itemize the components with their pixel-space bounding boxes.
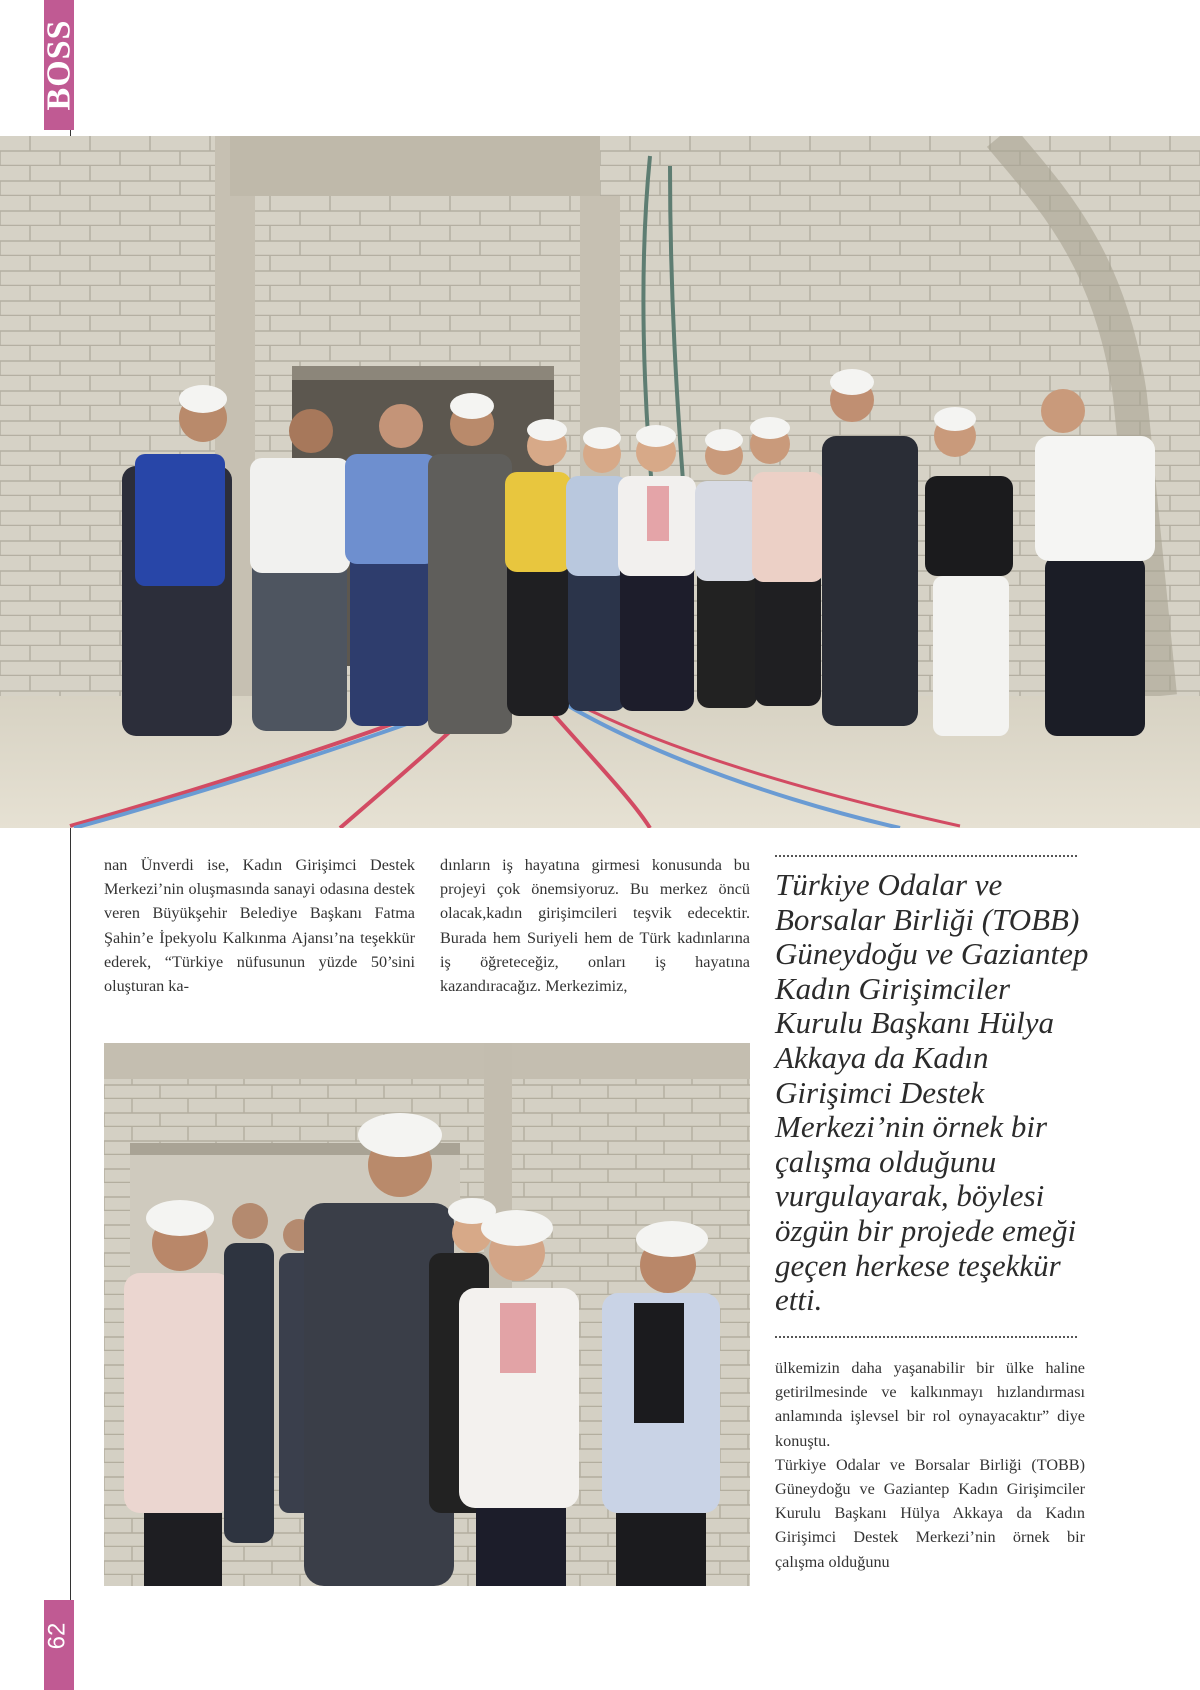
article-column-2: dınların iş hayatına girmesi konusunda bu projeyi çok önemsiyoruz. Bu merkez öncü olacak,kadın girişimcileri teşvik edecektir. Burada hem Suriyeli hem de Türk kadınlarına iş öğreteceğiz, onları iş hayatına kazandıracağız. Merkezimiz, [440, 856, 750, 996]
page-number: 62 [42, 1622, 70, 1650]
article-column-3: ülkemizin daha yaşanabilir bir ülke haline getirilmesinde ve kalkınmayı hızlandırması anlamında işlevsel bir rol oynayacaktır” diye konuştu. Türkiye Odalar ve Borsalar Birliği (TOBB) Güneydoğu ve Gaziantep Kadın Girişimciler Kurulu Başkanı Hülya Akkaya da Kadın Girişimci Destek Merkezi’nin örnek bir çalışma olduğunu [775, 1359, 1085, 1571]
quote-rule-bottom [775, 1336, 1077, 1338]
quote-rule-top [775, 855, 1077, 857]
group-photo [0, 136, 1200, 828]
conversation-photo [104, 1043, 750, 1586]
article-column-1: nan Ünverdi ise, Kadın Girişimci Destek Merkezi’nin oluşmasında sanayi odasına destek veren Büyükşehir Belediye Başkanı Fatma Şahin’e İpekyolu Kalkınma Ajansı’na teşekkür ederek, “Türkiye nüfusunun yüzde 50’sini oluşturan ka- [104, 856, 415, 996]
pull-quote: Türkiye Odalar ve Borsalar Birliği (TOBB) Güneydoğu ve Gaziantep Kadın Girişimciler Kurulu Başkanı Hülya Akkaya da Kadın Girişimci Destek Merkezi’nin örnek bir çalışma olduğunu vurgulayarak, böylesi özgün bir projede emeği geçen herkese teşekkür etti. [775, 867, 1089, 1318]
brand-logo: BOSS [40, 19, 78, 111]
